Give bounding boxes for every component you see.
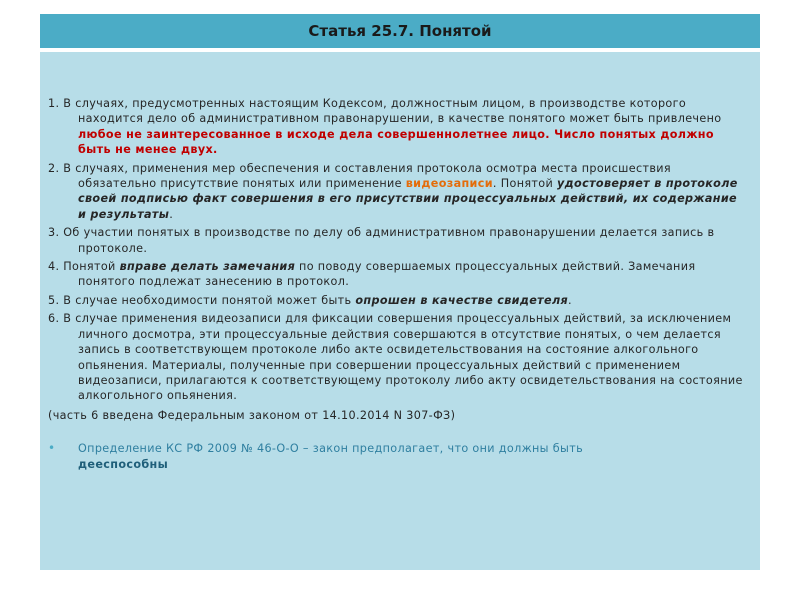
emphasis-text: удостоверяет в протоколе своей подписью факт совершения в его присутствии процессуальных действий, их содержание и результаты <box>78 177 738 221</box>
paragraph-text: В случаях, применения мер обеспечения и составления протокола осмотра места происшествия обязательно присутствие понятых или применение <box>63 161 671 191</box>
paragraph-number: 2. <box>48 161 60 175</box>
paragraph-number: 5. <box>48 293 60 307</box>
amendment-note: (часть 6 введена Федеральным законом от 14.10.2014 N 307-ФЗ) <box>48 408 456 422</box>
paragraph-number: 3. <box>48 226 60 240</box>
slide-title-bar <box>40 14 760 48</box>
bullet-icon: • <box>48 441 56 456</box>
bullet-body: Определение КС РФ 2009 № 46-О-О – закон предполагает, что они должны быть <box>78 442 584 456</box>
slide-title: Статья 25.7. Понятой <box>308 22 492 40</box>
emphasis-text: опрошен в качестве свидетеля <box>355 293 569 307</box>
paragraph-5 <box>48 293 746 308</box>
emphasis-text: вправе делать замечания <box>119 260 296 274</box>
paragraph-text: В случае необходимости понятой может быть <box>63 293 356 307</box>
highlight-red: любое не заинтересованное в исходе дела совершеннолетнее лицо. Число понятых должно быть не менее двух. <box>78 127 714 157</box>
paragraph-text: Об участии понятых в производстве по делу об административном правонарушении делается запись в протоколе. <box>63 226 715 255</box>
paragraph-4 <box>48 259 746 290</box>
paragraph-text: . <box>169 207 174 221</box>
highlight-orange: видеозаписи <box>405 177 493 191</box>
paragraph-text: Понятой <box>63 260 120 274</box>
paragraph-2 <box>48 161 746 223</box>
paragraph-6 <box>48 311 746 403</box>
bullet-text <box>78 441 746 472</box>
paragraph-text: В случаях, предусмотренных настоящим Кодексом, должностным лицом, в производстве которого находится дело об административном правонарушении, в качестве понятого может быть привлечено <box>63 97 722 126</box>
paragraph-3 <box>48 225 746 256</box>
paragraph-number: 1. <box>48 97 60 110</box>
paragraph-number: 4. <box>48 260 60 274</box>
paragraph-number: 6. <box>48 312 60 326</box>
paragraph-text: по поводу совершаемых процессуальных действий. Замечания понятого подлежат занесению в протокол. <box>78 260 696 289</box>
paragraph-text: В случае применения видеозаписи для фиксации совершения процессуальных действий, за исключением личного досмотра, эти процессуальные действия совершаются в отсутствие понятых, о чем делается запись в соответствующем протоколе либо акте освидетельствования на состояние алкогольного опьянения. Материалы, полученные при совершении процессуальных действий с применением видеозаписи, прилагаются к соответствующему протоколу либо акту освидетельствования на состояние алкогольного опьянения. <box>63 312 743 403</box>
bullet-emphasis: дееспособны <box>78 457 169 471</box>
bullet-item <box>48 441 746 472</box>
paragraph-text: . <box>568 293 572 307</box>
content-panel <box>40 52 760 570</box>
paragraph-text: . Понятой <box>492 177 558 191</box>
paragraph-1 <box>48 96 746 158</box>
